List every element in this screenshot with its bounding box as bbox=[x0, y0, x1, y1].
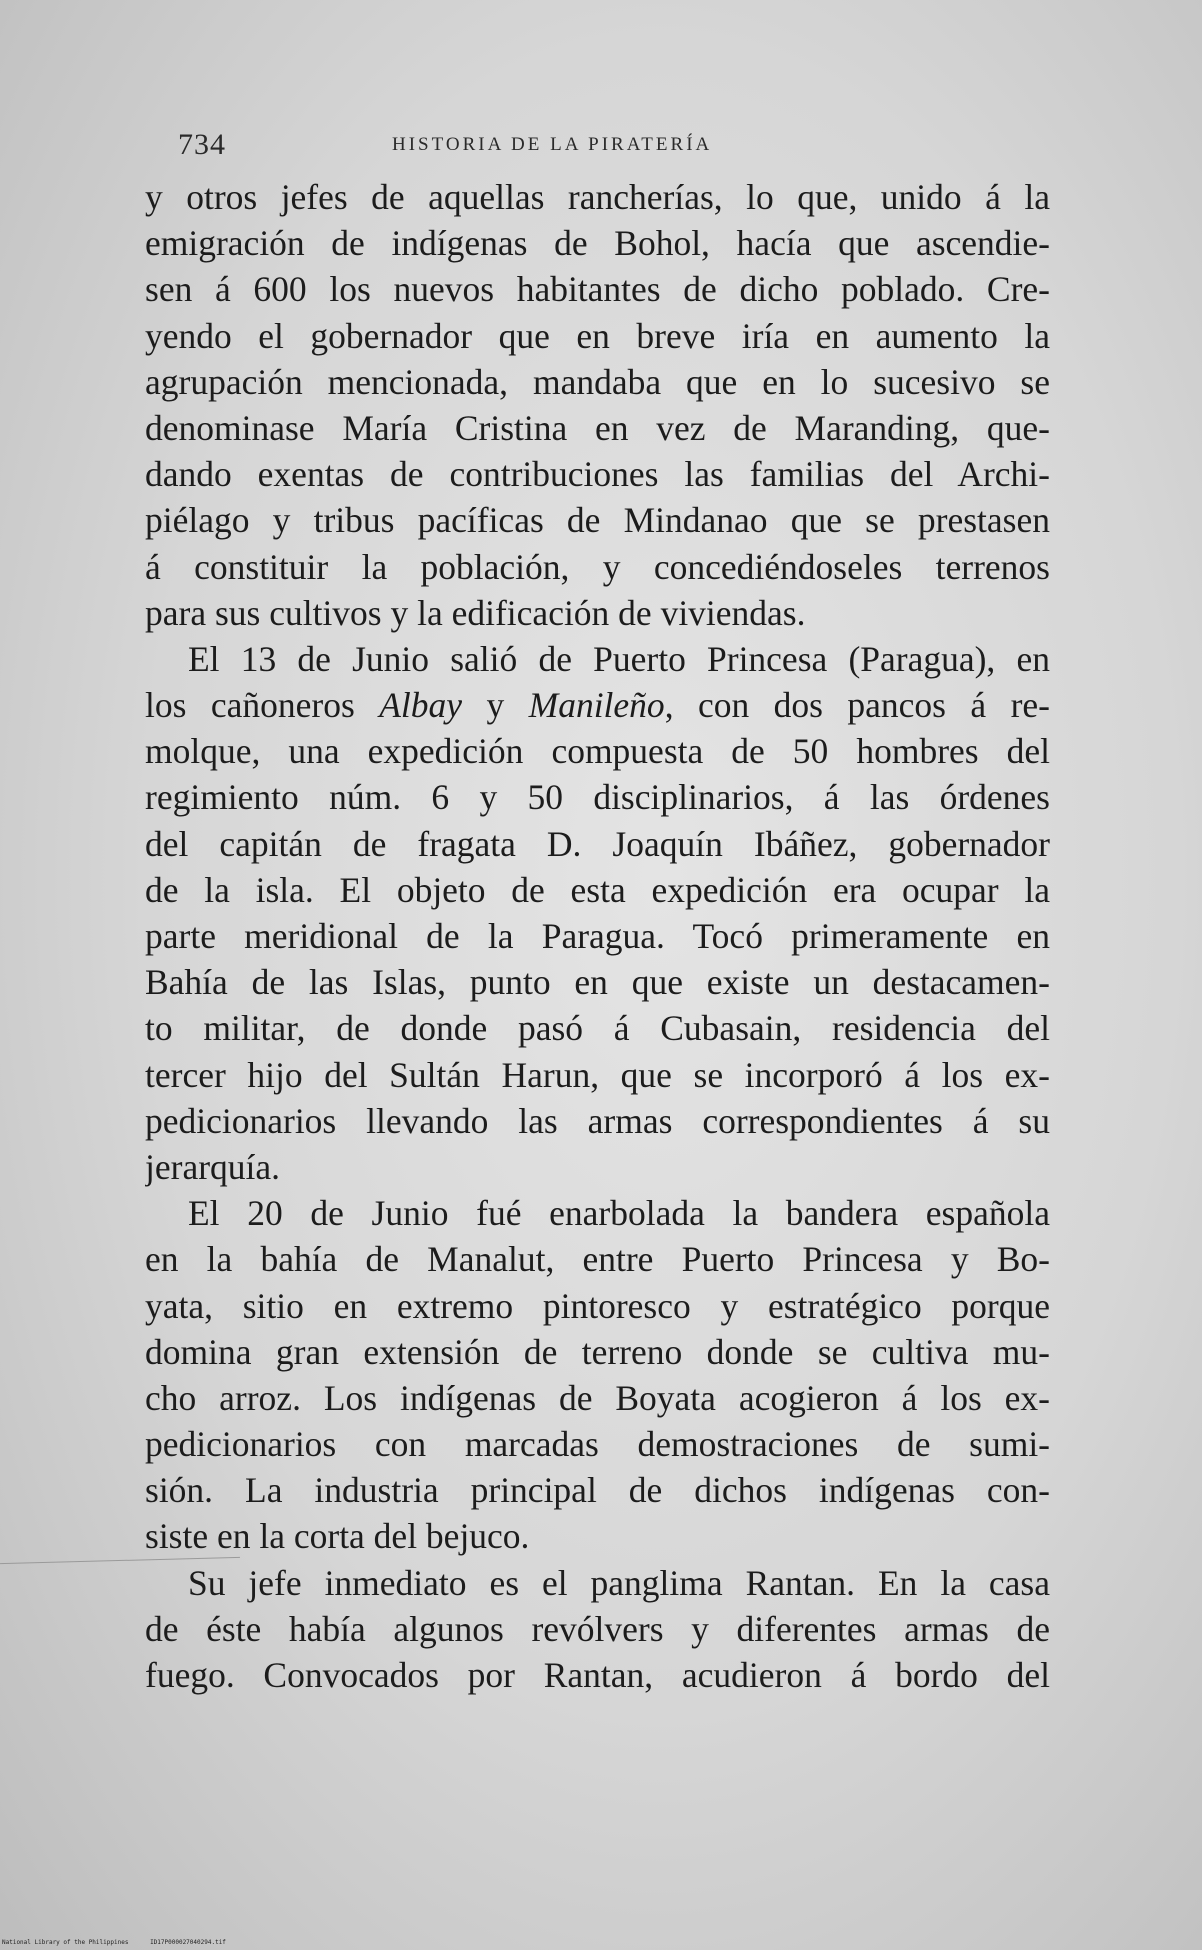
text-line: yata, sitio en extremo pintoresco y estratégico porque bbox=[145, 1285, 1050, 1326]
text-line: agrupación mencionada, mandaba que en lo sucesivo se bbox=[145, 361, 1050, 402]
text-line: sen á 600 los nuevos habitantes de dicho poblado. Cre- bbox=[145, 269, 1050, 310]
text-line: yendo el gobernador que en breve iría en aumento la bbox=[145, 315, 1050, 356]
text-line: cho arroz. Los indígenas de Boyata acogieron á los ex- bbox=[145, 1377, 1050, 1418]
text-line: siste en la corta del bejuco. bbox=[145, 1516, 530, 1557]
text-fragment: y bbox=[462, 685, 529, 726]
text-line: en la bahía de Manalut, entre Puerto Princesa y Bo- bbox=[145, 1239, 1050, 1280]
text-line: y otros jefes de aquellas rancherías, lo que, unido á la bbox=[145, 177, 1050, 217]
text-line: pedicionarios llevando las armas correspondientes á su bbox=[145, 1100, 1050, 1141]
library-credit: National Library of the Philippines bbox=[2, 1939, 129, 1946]
text-line: El 13 de Junio salió de Puerto Princesa (Paragua), en bbox=[188, 638, 1050, 679]
page-number: 734 bbox=[178, 128, 226, 161]
text-line: regimiento núm. 6 y 50 disciplinarios, á las órdenes bbox=[145, 777, 1050, 818]
page-header bbox=[178, 128, 828, 168]
file-id: ID17P000027040294.tif bbox=[150, 1939, 226, 1946]
text-line: piélago y tribus pacíficas de Mindanao que se prestasen bbox=[145, 500, 1050, 541]
ship-name-manileno: Manileño bbox=[528, 685, 665, 726]
body-text bbox=[145, 174, 1050, 1698]
text-line: El 20 de Junio fué enarbolada la bandera española bbox=[188, 1193, 1050, 1234]
text-line: jerarquía. bbox=[145, 1146, 281, 1187]
text-fragment: , con dos pancos á re- bbox=[664, 685, 1050, 726]
text-line: fuego. Convocados por Rantan, acudieron á bordo del bbox=[145, 1655, 1050, 1695]
text-line: Su jefe inmediato es el panglima Rantan. En la casa bbox=[188, 1562, 1050, 1603]
text-line: emigración de indígenas de Bohol, hacía que ascendie- bbox=[145, 223, 1050, 264]
text-line: domina gran extensión de terreno donde se cultiva mu- bbox=[145, 1331, 1050, 1372]
text-line-ships bbox=[145, 682, 1050, 728]
text-line: pedicionarios con marcadas demostraciones de sumi- bbox=[145, 1424, 1050, 1465]
text-line: á constituir la población, y concediéndoseles terrenos bbox=[145, 546, 1050, 587]
text-line: parte meridional de la Paragua. Tocó primeramente en bbox=[145, 916, 1050, 956]
text-line: de éste había algunos revólvers y diferentes armas de bbox=[145, 1608, 1050, 1649]
text-line: de la isla. El objeto de esta expedición era ocupar la bbox=[145, 869, 1050, 910]
text-line: to militar, de donde pasó á Cubasain, residencia del bbox=[145, 1008, 1050, 1049]
text-fragment: los cañoneros bbox=[145, 685, 380, 726]
running-title: HISTORIA DE LA PIRATERÍA bbox=[392, 134, 713, 155]
text-line: dando exentas de contribuciones las familias del Archi- bbox=[145, 454, 1050, 495]
text-line: Bahía de las Islas, punto en que existe un destacamen- bbox=[145, 962, 1050, 1003]
text-line: molque, una expedición compuesta de 50 hombres del bbox=[145, 731, 1050, 772]
text-line: denominase María Cristina en vez de Maranding, que- bbox=[145, 407, 1050, 448]
text-line: sión. La industria principal de dichos indígenas con- bbox=[145, 1470, 1050, 1511]
text-line: del capitán de fragata D. Joaquín Ibáñez, gobernador bbox=[145, 823, 1050, 864]
ship-name-albay: Albay bbox=[379, 685, 463, 726]
text-line: tercer hijo del Sultán Harun, que se incorporó á los ex- bbox=[145, 1054, 1050, 1095]
text-line: para sus cultivos y la edificación de viviendas. bbox=[145, 592, 806, 633]
scan-footer bbox=[2, 1939, 244, 1946]
